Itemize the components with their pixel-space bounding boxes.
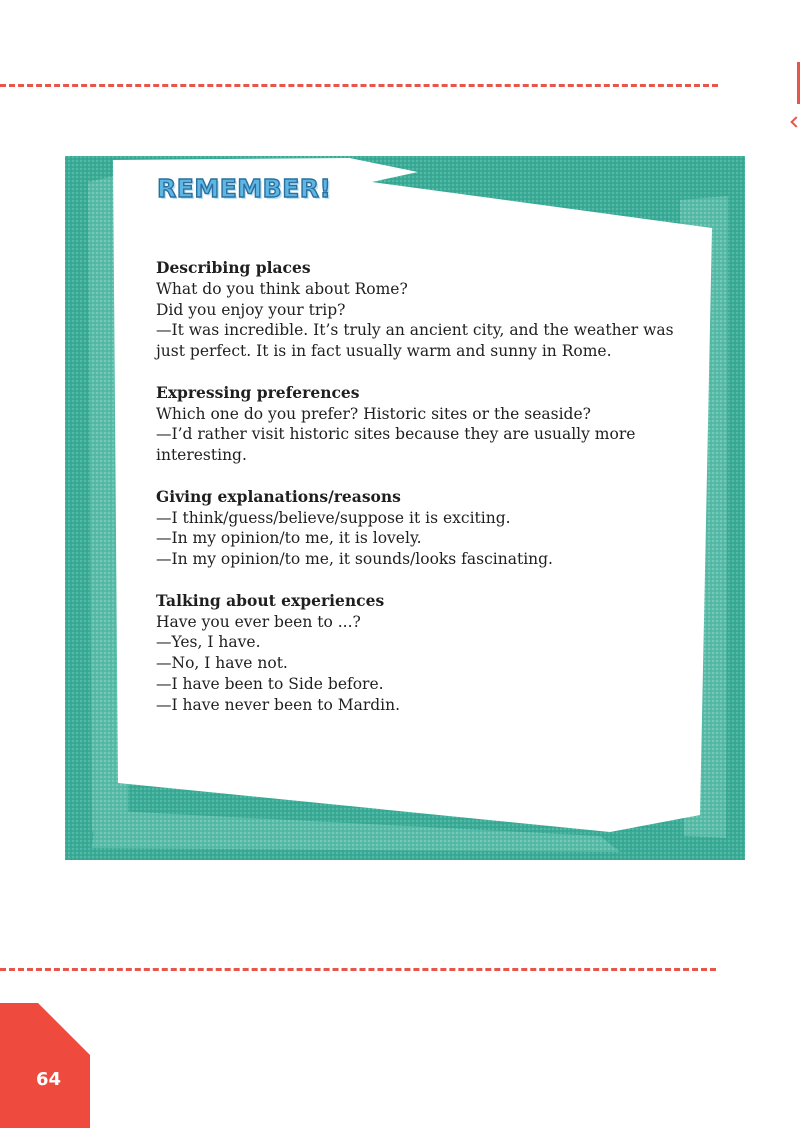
panel-top-slash <box>350 156 745 172</box>
text-line: —I have been to Side before. <box>156 674 384 693</box>
text-line: —I have never been to Mardin. <box>156 695 401 714</box>
section-heading: Describing places <box>156 258 311 277</box>
text-line: interesting. <box>156 446 247 465</box>
text-line: What do you think about Rome? <box>156 279 408 298</box>
text-line: Did you enjoy your trip? <box>156 300 346 319</box>
section-giving-explanations <box>156 487 716 570</box>
text-line: —No, I have not. <box>156 654 288 673</box>
section-heading: Giving explanations/reasons <box>156 486 401 506</box>
text-line: just perfect. It is in fact usually warm and sunny in Rome. <box>156 342 612 361</box>
section-heading: Expressing preferences <box>156 382 360 402</box>
text-line: —I’d rather visit historic sites because they are usually more <box>156 425 636 444</box>
text-line: —In my opinion/to me, it sounds/looks fascinating. <box>156 550 553 569</box>
text-line: Which one do you prefer? Historic sites or the seaside? <box>156 404 591 423</box>
text-line: —I think/guess/believe/suppose it is exciting. <box>156 508 511 527</box>
bottom-dashed-divider <box>0 968 716 971</box>
text-line: —Yes, I have. <box>156 633 261 652</box>
page-number: 64 <box>36 1069 62 1090</box>
section-talking-about-experiences <box>156 591 716 716</box>
remember-title: REMEMBER! <box>157 174 332 203</box>
text-line: —In my opinion/to me, it is lovely. <box>156 529 422 548</box>
text-line: —It was incredible. It’s truly an ancient city, and the weather was <box>156 321 674 340</box>
text-line: Have you ever been to ...? <box>156 612 361 631</box>
section-expressing-preferences <box>156 383 716 466</box>
remember-content <box>156 258 716 736</box>
section-heading: Talking about experiences <box>156 590 385 610</box>
section-describing-places <box>156 258 716 362</box>
